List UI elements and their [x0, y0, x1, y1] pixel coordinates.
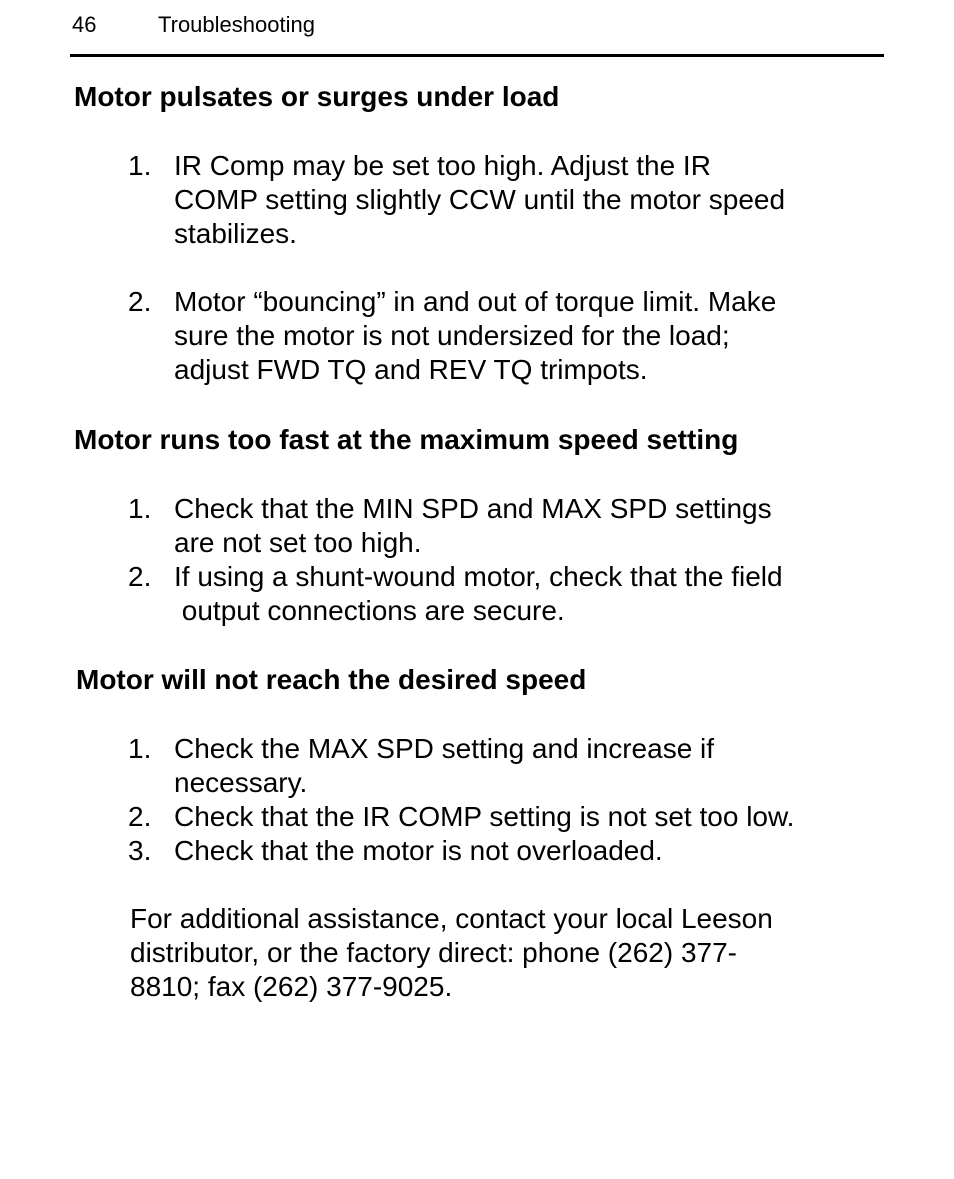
- item-number: 1.: [128, 150, 152, 181]
- item-line: necessary.: [174, 767, 308, 798]
- list-motor-will-not-reach-speed: [128, 732, 888, 868]
- list-item: [128, 560, 888, 628]
- item-number: 1.: [128, 493, 152, 524]
- item-line: Check that the MIN SPD and MAX SPD settings: [174, 493, 772, 524]
- list-item: [128, 492, 888, 560]
- item-line: Check that the motor is not overloaded.: [174, 835, 663, 866]
- item-line: COMP setting slightly CCW until the motor speed: [174, 184, 786, 215]
- item-number: 2.: [128, 561, 152, 592]
- page-header: [72, 10, 884, 40]
- header-divider: [70, 54, 884, 57]
- heading-motor-will-not-reach-speed: Motor will not reach the desired speed: [76, 664, 587, 695]
- heading-motor-runs-too-fast: Motor runs too fast at the maximum speed setting: [74, 424, 739, 455]
- item-line: Motor “bouncing” in and out of torque limit. Make: [174, 286, 777, 317]
- item-line: sure the motor is not undersized for the load;: [174, 320, 730, 351]
- item-line: IR Comp may be set too high. Adjust the IR: [174, 150, 711, 181]
- item-number: 1.: [128, 733, 152, 764]
- item-number: 3.: [128, 835, 152, 866]
- list-item: [128, 149, 888, 251]
- running-section-title: Troubleshooting: [158, 12, 315, 37]
- heading-motor-pulsates: Motor pulsates or surges under load: [74, 81, 560, 112]
- item-line: stabilizes.: [174, 218, 297, 249]
- list-item: [128, 834, 888, 868]
- list-item: [128, 800, 888, 834]
- item-line: If using a shunt-wound motor, check that the field: [174, 561, 783, 592]
- item-line: Check the MAX SPD setting and increase if: [174, 733, 715, 764]
- item-number: 2.: [128, 286, 152, 317]
- list-item: [128, 285, 888, 387]
- item-line: Check that the IR COMP setting is not set too low.: [174, 801, 795, 832]
- item-number: 2.: [128, 801, 152, 832]
- contact-line: For additional assistance, contact your local Leeson: [130, 903, 773, 934]
- page-number: 46: [72, 12, 97, 37]
- contact-paragraph: [130, 902, 850, 1004]
- item-line: adjust FWD TQ and REV TQ trimpots.: [174, 354, 648, 385]
- item-line: are not set too high.: [174, 527, 422, 558]
- list-motor-pulsates: [128, 149, 888, 387]
- contact-line: distributor, or the factory direct: phone (262) 377-: [130, 937, 737, 968]
- list-motor-runs-too-fast: [128, 492, 888, 628]
- item-line: output connections are secure.: [174, 595, 565, 626]
- list-item: [128, 732, 888, 800]
- contact-line: 8810; fax (262) 377-9025.: [130, 971, 453, 1002]
